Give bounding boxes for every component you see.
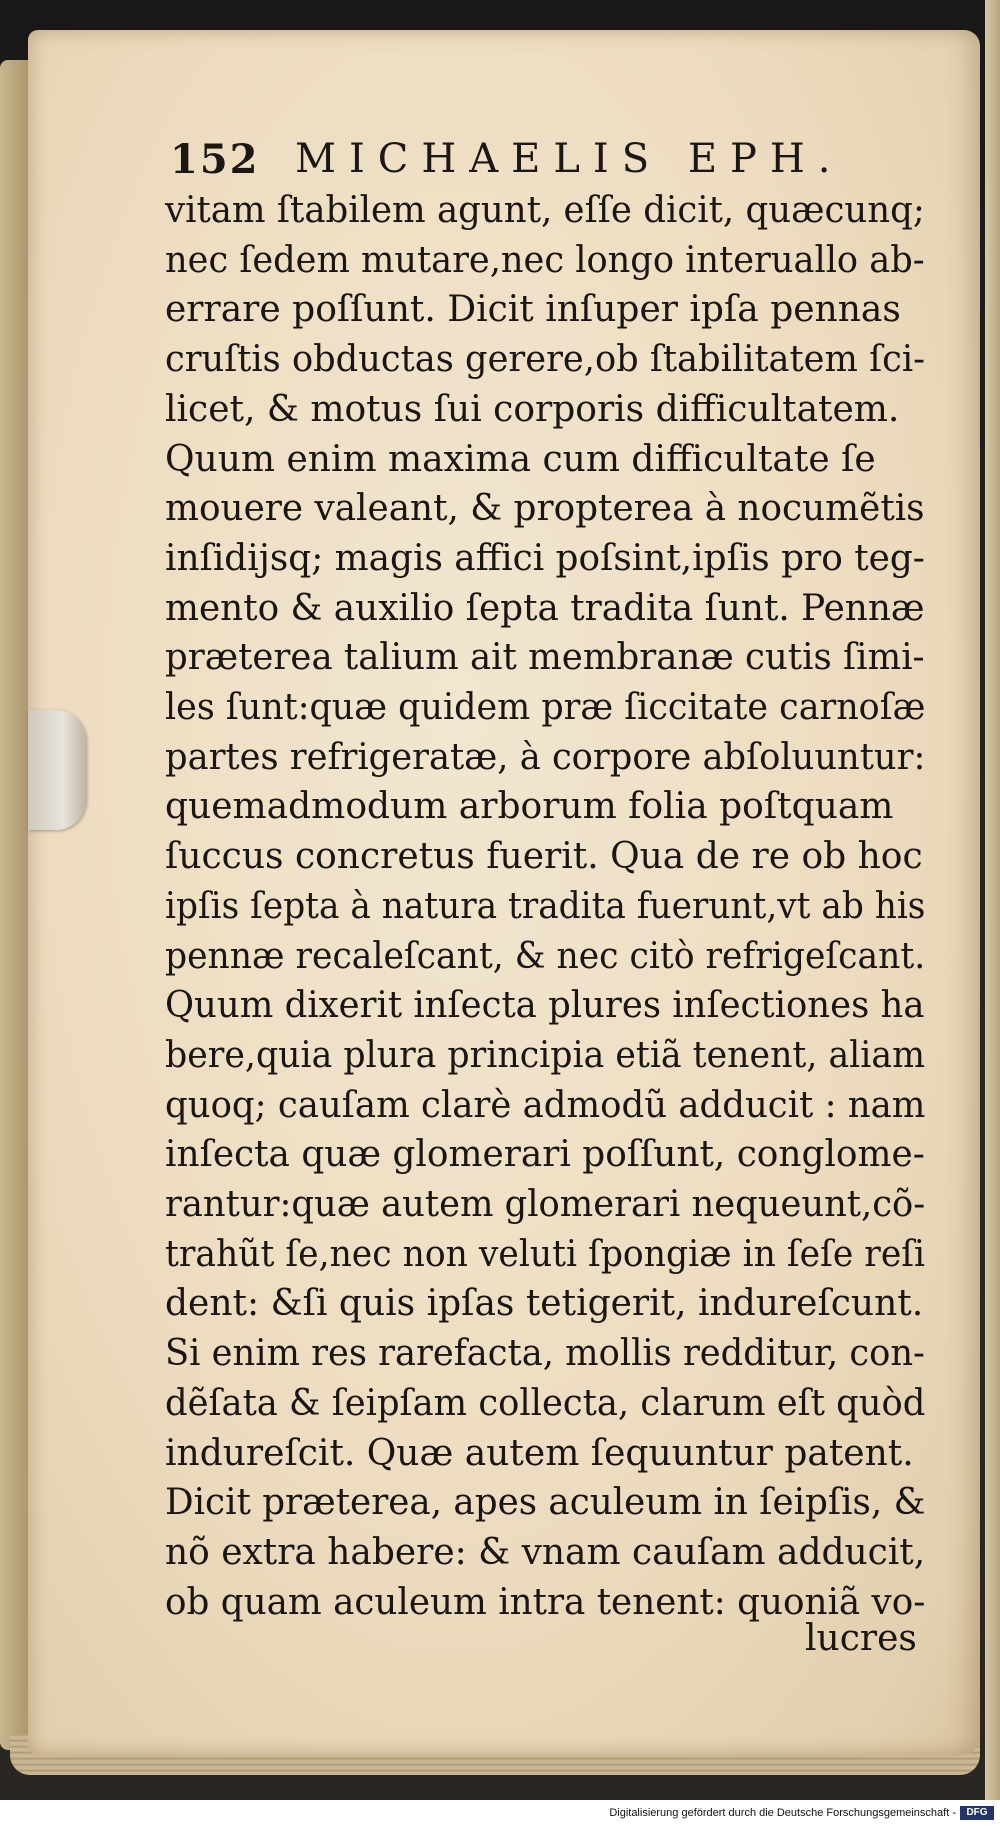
text-line: quemadmodum arborum folia poſtquam xyxy=(165,786,894,828)
text-line: Quum dixerit inſecta plures inſectiones ha xyxy=(165,985,925,1027)
text-line: errare poſſunt. Dicit inſuper ipſa pennas xyxy=(165,289,901,331)
text-line: les ſunt:quæ quidem præ ſiccitate carnoſæ xyxy=(165,687,926,728)
text-line: cruſtis obductas gerere,ob ſtabilitatem ſci- xyxy=(165,339,926,381)
text-line: nec ſedem mutare,nec longo interuallo ab- xyxy=(165,239,925,281)
text-line: ipſis ſepta à natura tradita fuerunt,vt ab his xyxy=(165,885,926,927)
text-line: nõ extra habere: & vnam cauſam adducit, xyxy=(165,1531,926,1573)
text-line: bere,quia plura principia etiã tenent, aliam xyxy=(165,1034,925,1076)
footer-credit: Digitalisierung gefördert durch die Deutsche Forschungsgemeinschaft - xyxy=(609,1807,956,1819)
text-line: mento & auxilio ſepta tradita ſunt. Pennæ xyxy=(165,587,925,629)
text-line: ſuccus concretus fuerit. Qua de re ob hoc xyxy=(165,836,923,878)
catchword: lucres xyxy=(805,1618,917,1659)
page-number: 152 xyxy=(170,136,260,183)
text-line: inſecta quæ glomerari poſſunt, conglome- xyxy=(165,1134,925,1176)
dfg-logo: DFG xyxy=(960,1806,994,1820)
text-line: Si enim res rarefacta, mollis redditur, con- xyxy=(165,1333,925,1375)
text-line: Dicit præterea, apes aculeum in ſeipſis, & xyxy=(165,1482,926,1524)
text-line: indureſcit. Quæ autem ſequuntur patent. xyxy=(165,1432,914,1474)
text-line: vitam ſtabilem agunt, eſſe dicit, quæcunq; xyxy=(165,190,925,231)
text-line: præterea talium ait membranæ cutis ſimi- xyxy=(165,637,925,679)
text-line: pennæ recaleſcant, & nec citò refrigeſcant. xyxy=(165,935,926,977)
text-line: partes refrigeratæ, à corpore abſoluuntur: xyxy=(165,736,926,778)
text-line: rantur:quæ autem glomerari nequeunt,cõ- xyxy=(165,1184,926,1225)
text-line: quoq; cauſam clarè admodũ adducit : nam xyxy=(165,1084,926,1126)
text-line: licet, & motus ſui corporis difficultatem. xyxy=(165,388,900,430)
text-line: trahũt ſe,nec non veluti ſpongiæ in ſeſe reſi xyxy=(165,1233,926,1275)
book-right-edge xyxy=(985,0,1000,1800)
page-clip xyxy=(28,710,86,830)
text-line: dẽſata & ſeipſam collecta, clarum eſt quòd xyxy=(165,1382,926,1424)
footer-bar xyxy=(0,1800,1000,1827)
running-head: MICHAELIS EPH. xyxy=(295,136,844,182)
text-line: mouere valeant, & propterea à nocumẽtis xyxy=(165,488,925,530)
text-line: inſidijsq; magis affici poſsint,ipſis pro teg- xyxy=(165,537,925,579)
text-line: ob quam aculeum intra tenent: quoniã vo- xyxy=(165,1581,926,1623)
text-line: Quum enim maxima cum difficultate ſe xyxy=(165,438,876,480)
text-line: dent: &ſi quis ipſas tetigerit, indureſcunt. xyxy=(165,1283,924,1325)
